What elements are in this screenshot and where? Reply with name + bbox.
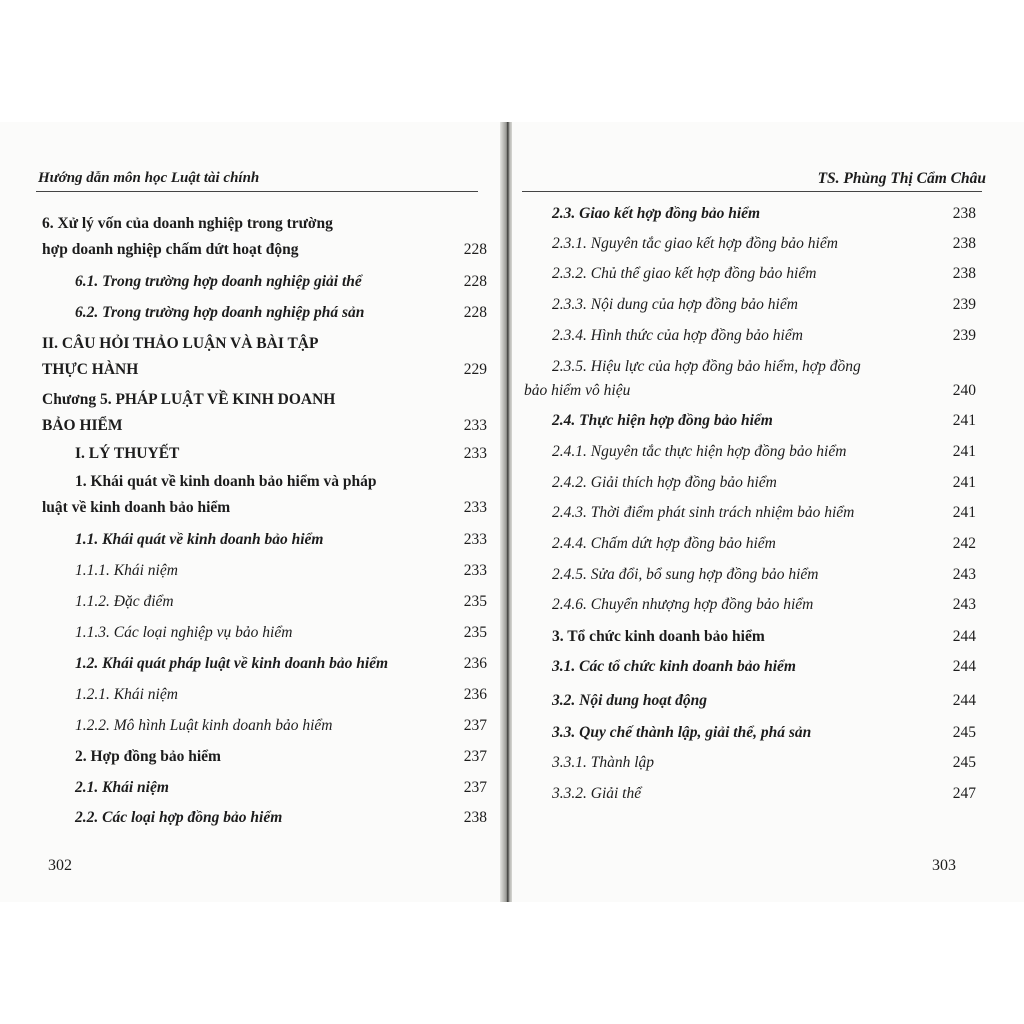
toc-entry-text: 3.1. Các tổ chức kinh doanh bảo hiểm <box>552 658 796 675</box>
toc-entry-text: 3.3.2. Giải thể <box>552 785 642 802</box>
toc-entry-text: 2.4.2. Giải thích hợp đồng bảo hiểm <box>552 474 777 491</box>
toc-entry-page: 238 <box>952 205 976 222</box>
toc-entry-text: 2.3. Giao kết hợp đồng bảo hiểm <box>552 205 761 222</box>
toc-entry-text: 2.4.3. Thời điểm phát sinh trách nhiệm bảo hiểm <box>552 504 855 521</box>
toc-entry-text: THỰC HÀNH <box>42 361 139 378</box>
toc-entry-page: 241 <box>952 474 976 491</box>
toc-entry-text: 2.1. Khái niệm <box>75 779 169 796</box>
toc-entry-page: 233 <box>463 445 487 462</box>
toc-entry-text: 1. Khái quát về kinh doanh bảo hiểm và pháp <box>75 473 377 490</box>
toc-entry-text: 2.4.6. Chuyển nhượng hợp đồng bảo hiểm <box>552 596 814 613</box>
toc-entry-text: 6. Xử lý vốn của doanh nghiệp trong trường <box>42 215 333 232</box>
toc-entry-text: 2.3.5. Hiệu lực của hợp đồng bảo hiểm, hợp đồng <box>552 358 861 375</box>
toc-entry-page: 239 <box>952 327 976 344</box>
toc-entry-text: 6.1. Trong trường hợp doanh nghiệp giải thể <box>75 273 362 290</box>
right-running-header: TS. Phùng Thị Cẩm Châu <box>817 170 986 187</box>
toc-entry-text: 3.3.1. Thành lập <box>552 754 655 771</box>
left-header-rule <box>36 191 478 192</box>
toc-entry-text: 1.1.3. Các loại nghiệp vụ bảo hiểm <box>75 624 293 641</box>
toc-entry-text: Chương 5. PHÁP LUẬT VỀ KINH DOANH <box>42 391 336 408</box>
toc-entry-page: 237 <box>463 779 487 796</box>
toc-entry-text: 3.3. Quy chế thành lập, giải thể, phá sản <box>552 724 812 741</box>
book-spread <box>0 122 1024 902</box>
toc-entry-page: 240 <box>952 382 976 399</box>
toc-entry-page: 239 <box>952 296 976 313</box>
toc-entry-page: 241 <box>952 504 976 521</box>
left-page <box>0 122 504 902</box>
right-page-number: 303 <box>932 857 956 874</box>
toc-entry-text: 3.2. Nội dung hoạt động <box>552 692 708 709</box>
toc-entry-page: 244 <box>952 692 976 709</box>
toc-entry-text: hợp doanh nghiệp chấm dứt hoạt động <box>42 241 299 258</box>
toc-entry-page: 228 <box>463 241 487 258</box>
toc-entry-text: II. CÂU HỎI THẢO LUẬN VÀ BÀI TẬP <box>42 335 319 352</box>
toc-entry-page: 244 <box>952 658 976 675</box>
toc-entry-text: BẢO HIỂM <box>42 417 123 434</box>
toc-entry-page: 238 <box>952 265 976 282</box>
toc-entry-page: 235 <box>463 593 487 610</box>
toc-entry-text: 1.2.1. Khái niệm <box>75 686 178 703</box>
toc-entry-page: 245 <box>952 724 976 741</box>
toc-entry-page: 243 <box>952 596 976 613</box>
toc-entry-text: luật về kinh doanh bảo hiểm <box>42 499 231 516</box>
toc-entry-text: 2.2. Các loại hợp đồng bảo hiểm <box>75 809 283 826</box>
toc-entry-page: 236 <box>463 655 487 672</box>
toc-entry-page: 241 <box>952 412 976 429</box>
toc-entry-text: 1.1. Khái quát về kinh doanh bảo hiểm <box>75 531 324 548</box>
toc-entry-text: 1.1.2. Đặc điểm <box>75 593 174 610</box>
toc-entry-page: 229 <box>463 361 487 378</box>
toc-entry-page: 242 <box>952 535 976 552</box>
toc-entry-text: 2.4.4. Chấm dứt hợp đồng bảo hiểm <box>552 535 776 552</box>
toc-entry-page: 244 <box>952 628 976 645</box>
toc-entry-page: 228 <box>463 304 487 321</box>
toc-entry-text: 2.4.5. Sửa đổi, bổ sung hợp đồng bảo hiểm <box>552 566 819 583</box>
toc-entry-page: 236 <box>463 686 487 703</box>
toc-entry-text: 2. Hợp đồng bảo hiểm <box>75 748 221 765</box>
toc-entry-page: 233 <box>463 417 487 434</box>
toc-entry-text: 2.3.3. Nội dung của hợp đồng bảo hiểm <box>552 296 798 313</box>
toc-entry-page: 243 <box>952 566 976 583</box>
toc-entry-page: 238 <box>952 235 976 252</box>
toc-entry-text: 3. Tổ chức kinh doanh bảo hiểm <box>552 628 765 645</box>
toc-entry-text: 2.3.1. Nguyên tắc giao kết hợp đồng bảo hiểm <box>552 235 838 252</box>
toc-entry-page: 247 <box>952 785 976 802</box>
toc-entry-text: 1.1.1. Khái niệm <box>75 562 178 579</box>
left-page-number: 302 <box>48 857 72 874</box>
toc-entry-text: 1.2. Khái quát pháp luật về kinh doanh bảo hiểm <box>75 655 389 672</box>
toc-entry-page: 238 <box>463 809 487 826</box>
toc-entry-text: 2.3.4. Hình thức của hợp đồng bảo hiểm <box>552 327 803 344</box>
toc-entry-text: 1.2.2. Mô hình Luật kinh doanh bảo hiểm <box>75 717 333 734</box>
toc-entry-page: 228 <box>463 273 487 290</box>
right-header-rule <box>522 191 982 192</box>
toc-entry-text: 6.2. Trong trường hợp doanh nghiệp phá sản <box>75 304 365 321</box>
right-page <box>512 122 1024 902</box>
toc-entry-text: bảo hiểm vô hiệu <box>524 382 631 399</box>
left-running-header: Hướng dẫn môn học Luật tài chính <box>38 170 260 186</box>
toc-entry-page: 245 <box>952 754 976 771</box>
toc-entry-page: 233 <box>463 499 487 516</box>
toc-entry-page: 237 <box>463 717 487 734</box>
toc-entry-text: 2.4.1. Nguyên tắc thực hiện hợp đồng bảo hiểm <box>552 443 847 460</box>
toc-entry-page: 237 <box>463 748 487 765</box>
toc-entry-text: I. LÝ THUYẾT <box>75 445 180 462</box>
toc-entry-page: 233 <box>463 531 487 548</box>
toc-entry-page: 241 <box>952 443 976 460</box>
toc-entry-page: 233 <box>463 562 487 579</box>
toc-entry-text: 2.3.2. Chủ thể giao kết hợp đồng bảo hiểm <box>552 265 817 282</box>
toc-entry-page: 235 <box>463 624 487 641</box>
toc-entry-text: 2.4. Thực hiện hợp đồng bảo hiểm <box>552 412 773 429</box>
